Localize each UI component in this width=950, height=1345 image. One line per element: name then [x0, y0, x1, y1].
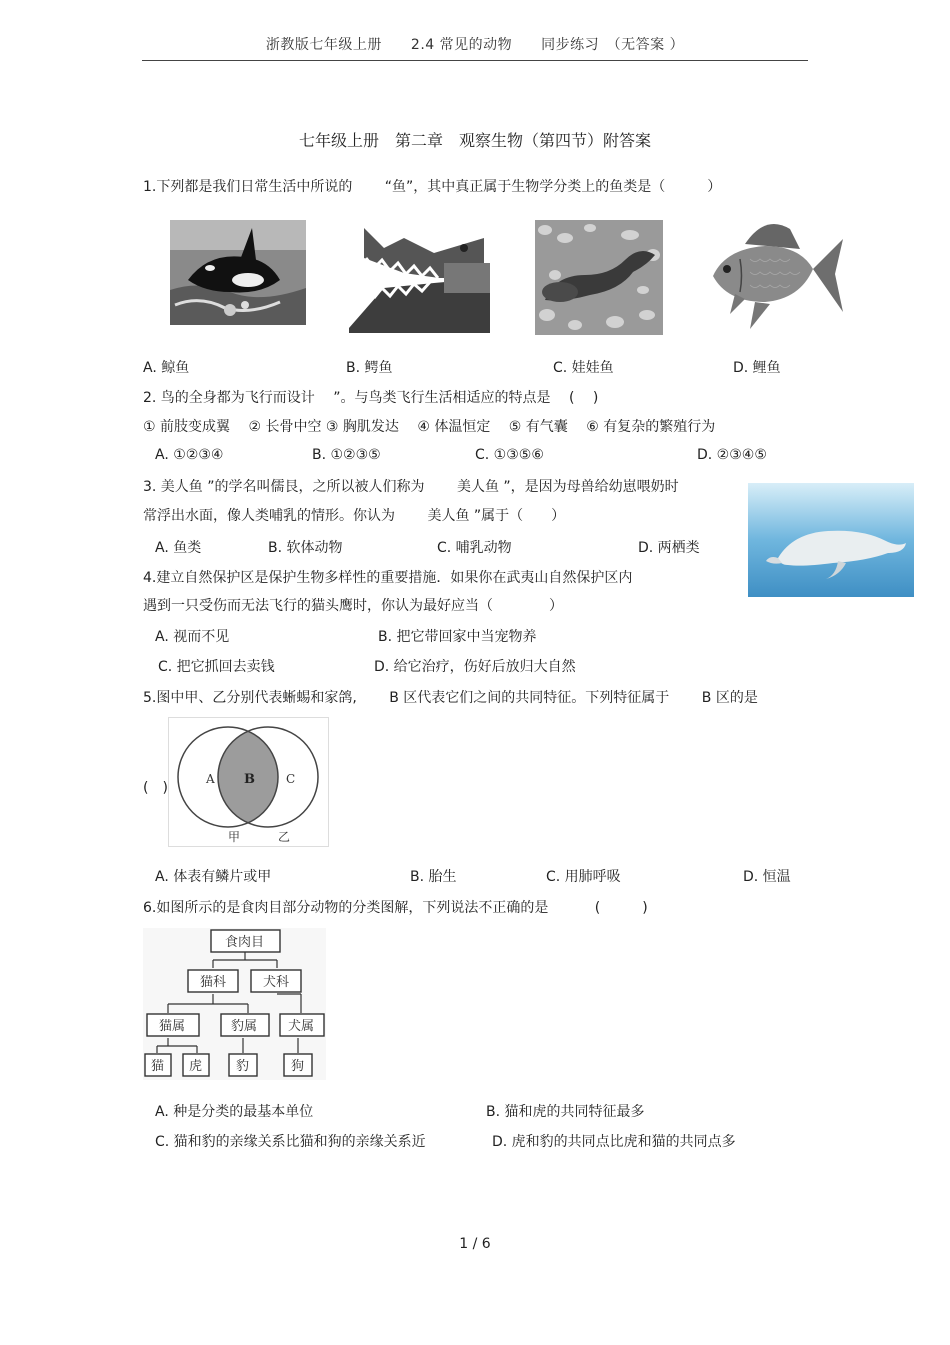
q4-option-d: D. 给它治疗，伤好后放归大自然 [374, 659, 576, 675]
orca-photo [170, 220, 306, 325]
tree-species-dog-label: 狗 [291, 1059, 305, 1074]
q2-stem: 2. 鸟的全身都为飞行而设计 ”。与鸟类飞行生活相适应的特点是 ( ) [143, 390, 599, 406]
dugong-photo [748, 483, 914, 597]
q2-option-a: A. ①②③④ [155, 447, 224, 463]
q6-option-c: C. 猫和豹的亲缘关系比猫和狗的亲缘关系近 [155, 1134, 426, 1150]
q6-stem: 6.如图所示的是食肉目部分动物的分类图解，下列说法不正确的是 ( ) [143, 900, 648, 916]
tree-species-cat-label: 猫 [151, 1059, 165, 1074]
tree-family-cat-label: 猫科 [200, 975, 227, 990]
tree-genus-canis-label: 犬属 [288, 1019, 315, 1034]
venn-label-c: C [286, 772, 296, 786]
q2-option-c: C. ①③⑤⑥ [475, 447, 544, 463]
q5-answer-paren: ( ) [143, 780, 168, 796]
venn-label-yi: 乙 [278, 830, 291, 844]
q5-option-d: D. 恒温 [743, 869, 791, 885]
giant-salamander-photo [535, 220, 663, 335]
q2-features: ① 前肢变成翼 ② 长骨中空 ③ 胸肌发达 ④ 体温恒定 ⑤ 有气囊 ⑥ 有复杂的繁殖行为 [143, 419, 716, 435]
header-rule [142, 60, 808, 61]
tree-genus-panthera-label: 豹属 [231, 1019, 258, 1034]
q4-line1: 4.建立自然保护区是保护生物多样性的重要措施．如果你在武夷山自然保护区内 [143, 570, 633, 586]
q3-line1: 3. 美人鱼 ”的学名叫儒艮，之所以被人们称为 美人鱼 ”，是因为母兽给幼崽喂奶时 [143, 479, 679, 495]
carp-drawing [705, 214, 845, 332]
tree-species-leopard-label: 豹 [236, 1059, 250, 1074]
venn-label-a: A [206, 772, 215, 786]
q3-option-d: D. 两栖类 [638, 540, 700, 556]
q5-stem: 5.图中甲、乙分别代表蜥蜴和家鸽, B 区代表它们之间的共同特征。下列特征属于 B 区的是 [143, 690, 758, 706]
classification-tree [143, 928, 326, 1080]
tree-family-dog-label: 犬科 [263, 975, 290, 990]
tree-genus-felis-label: 猫属 [159, 1019, 186, 1034]
q5-option-b: B. 胎生 [410, 869, 457, 885]
page-header: 浙教版七年级上册 2.4 常见的动物 同步练习 （无答案 ） [265, 37, 685, 53]
q4-line2: 遇到一只受伤而无法飞行的猫头鹰时，你认为最好应当（ ） [143, 598, 563, 614]
document-title: 七年级上册 第二章 观察生物（第四节）附答案 [298, 131, 651, 150]
q2-option-b: B. ①②③⑤ [312, 447, 381, 463]
tree-species-tiger-label: 虎 [189, 1059, 203, 1074]
venn-diagram [168, 717, 329, 847]
q1-option-a: A. 鲸鱼 [143, 360, 190, 376]
q3-option-c: C. 哺乳动物 [437, 540, 512, 556]
crocodile-photo [344, 218, 490, 333]
q1-option-c: C. 娃娃鱼 [553, 360, 614, 376]
q4-option-b: B. 把它带回家中当宠物养 [378, 629, 537, 645]
q1-option-b: B. 鳄鱼 [346, 360, 393, 376]
q6-option-d: D. 虎和豹的共同点比虎和猫的共同点多 [492, 1134, 736, 1150]
tree-order-label: 食肉目 [225, 935, 265, 950]
venn-label-jia: 甲 [228, 830, 241, 844]
q5-option-a: A. 体表有鳞片或甲 [155, 869, 272, 885]
q6-option-a: A. 种是分类的最基本单位 [155, 1104, 314, 1120]
q4-option-c: C. 把它抓回去卖钱 [158, 659, 275, 675]
q3-option-a: A. 鱼类 [155, 540, 202, 556]
q2-option-d: D. ②③④⑤ [697, 447, 767, 463]
q5-option-c: C. 用肺呼吸 [546, 869, 621, 885]
q4-option-a: A. 视而不见 [155, 629, 230, 645]
q6-option-b: B. 猫和虎的共同特征最多 [486, 1104, 645, 1120]
q1-option-d: D. 鲤鱼 [733, 360, 781, 376]
venn-label-b: B [244, 772, 255, 787]
page-number: 1 / 6 [459, 1236, 491, 1252]
q3-line2: 常浮出水面，像人类哺乳的情形。你认为 美人鱼 ”属于（ ） [143, 508, 566, 524]
q3-option-b: B. 软体动物 [268, 540, 343, 556]
q1-stem: 1.下列都是我们日常生活中所说的 “鱼”，其中真正属于生物学分类上的鱼类是（ ） [143, 179, 722, 195]
